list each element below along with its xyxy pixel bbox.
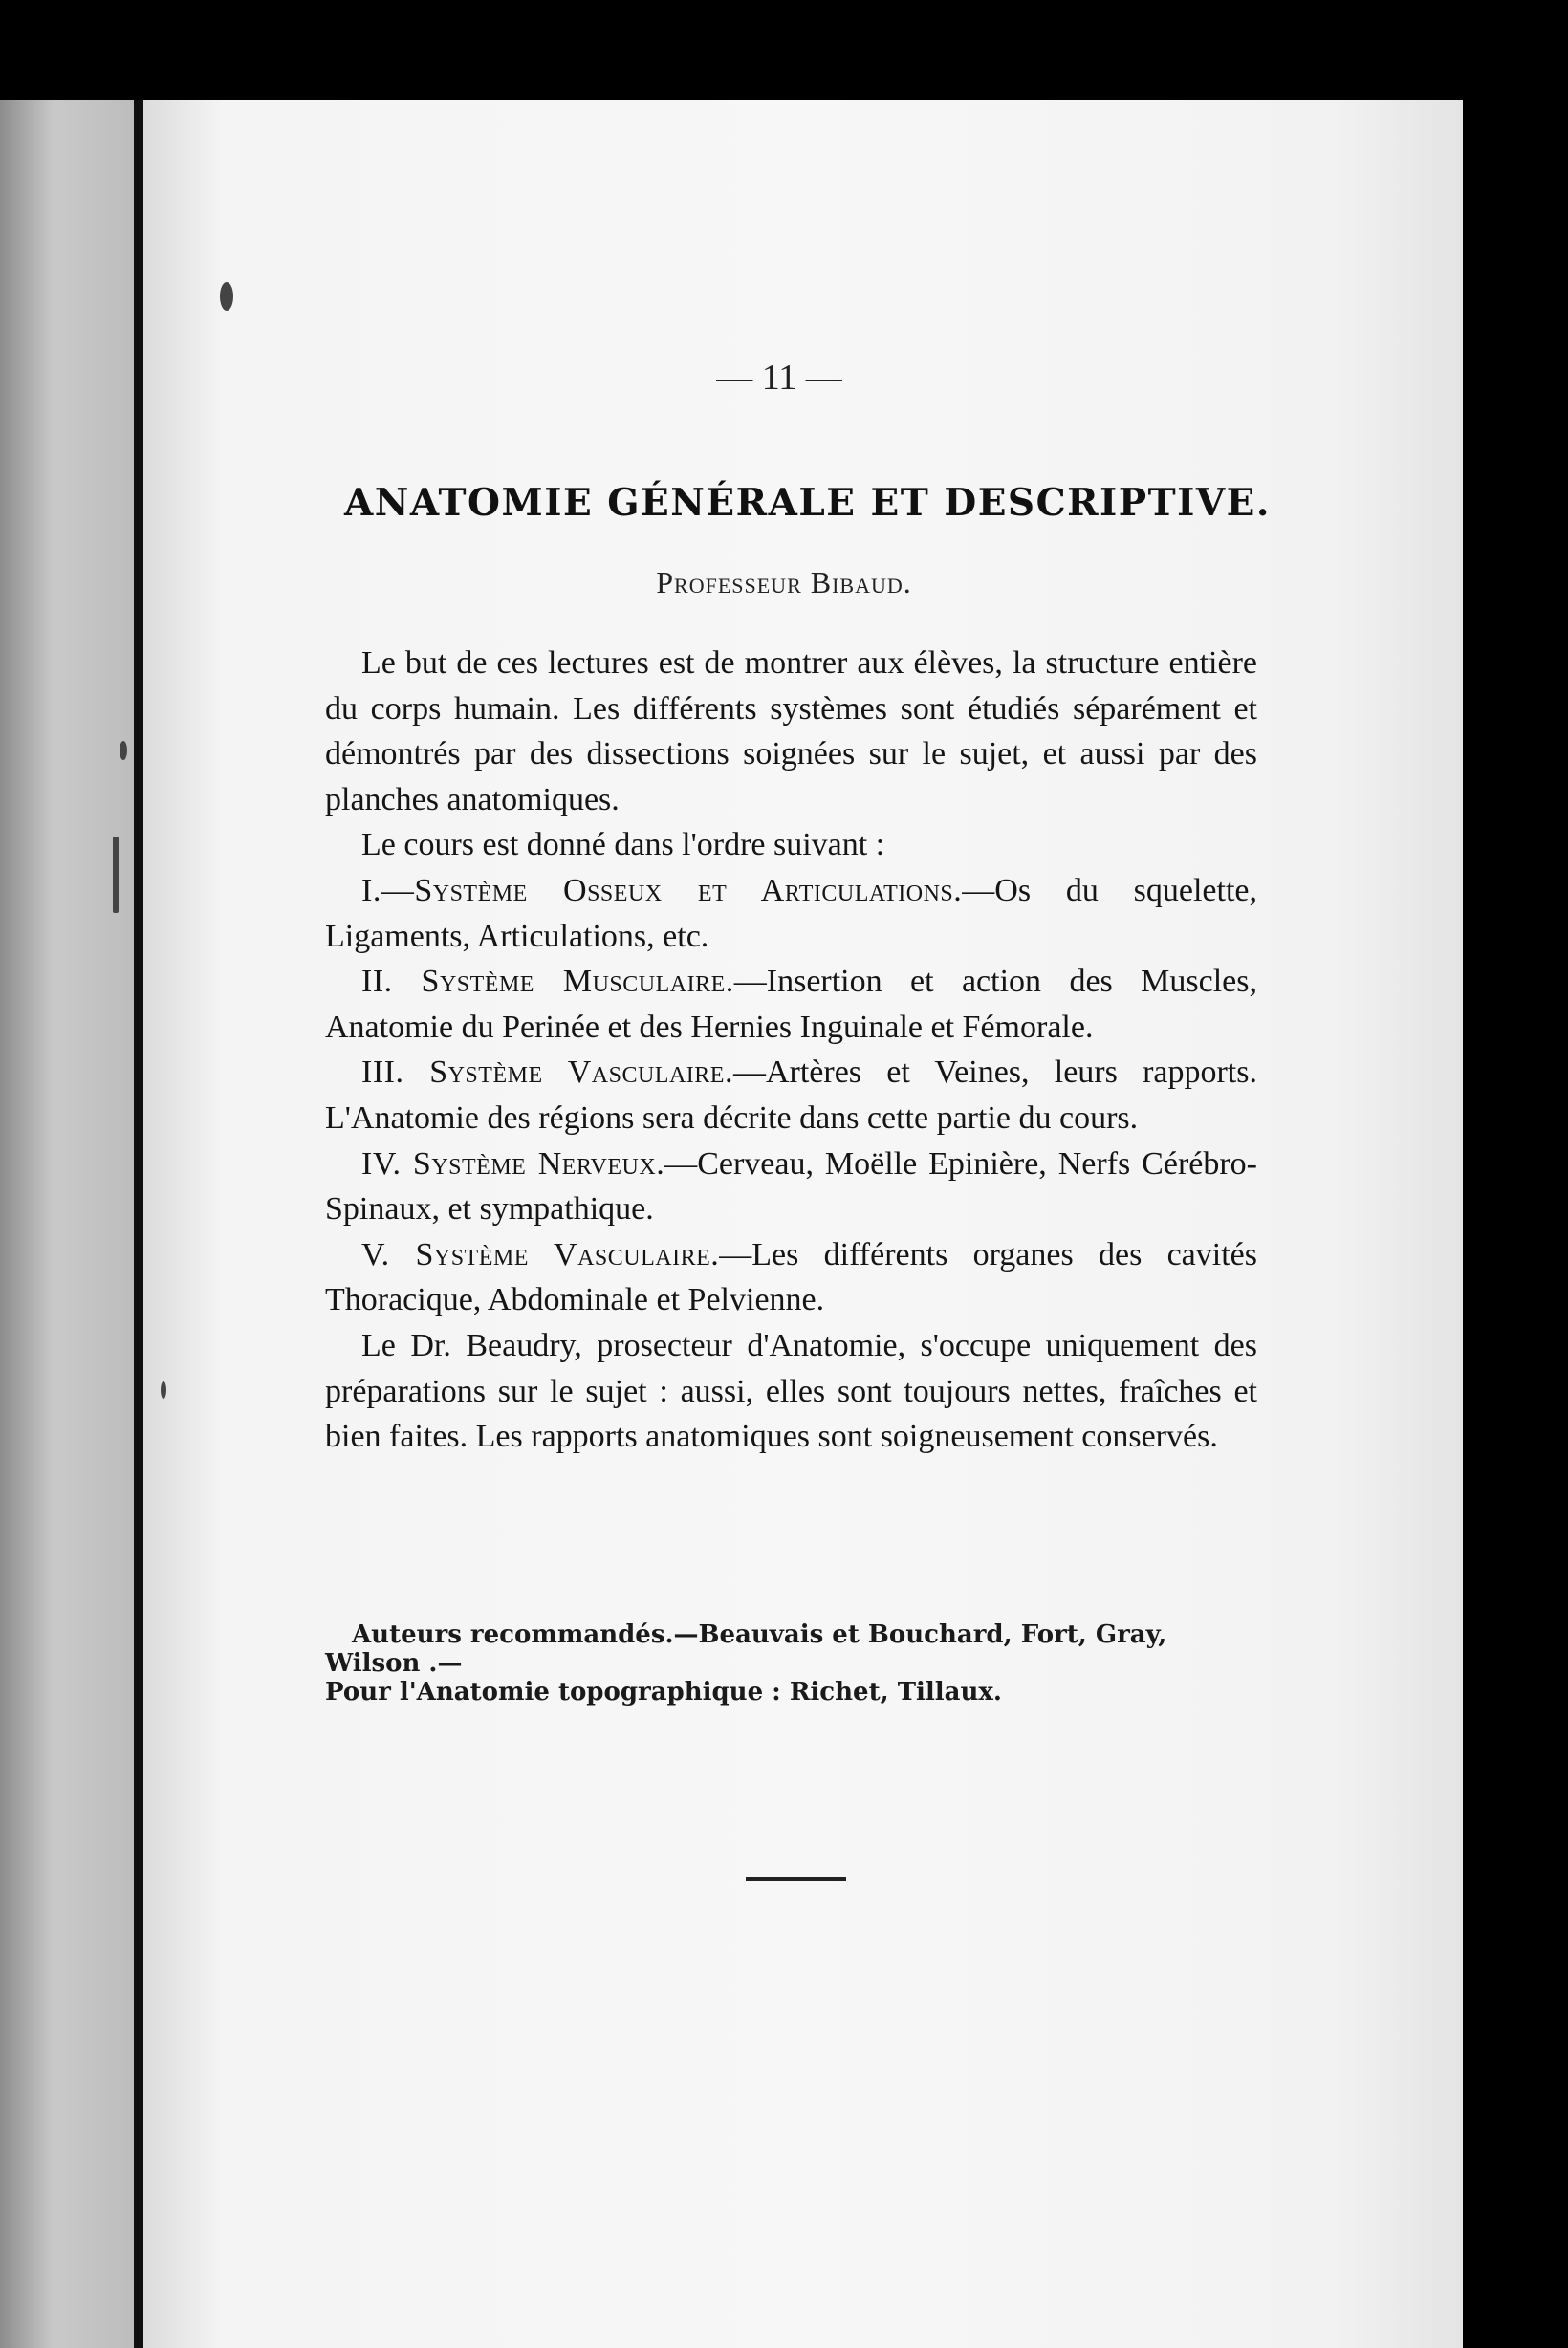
ink-speck [161,1381,166,1399]
ink-speck [113,837,119,913]
authors-line-2: Pour l'Anatomie topographique : Richet, Tillaux. [325,1678,1002,1707]
system-heading: V. Système Vasculaire. [361,1236,720,1272]
scan-border [1463,100,1568,2348]
ink-speck [120,741,127,760]
course-description [325,641,1257,1460]
system-item-3: III. Système Vasculaire.—Artères et Veines, leurs rapports. L'Anatomie des régions sera décrite dans cette partie du cours. [325,1054,1257,1136]
section-title: ANATOMIE GÉNÉRALE ET DESCRIPTIVE. [344,481,1271,525]
system-heading: I.—Système Osseux et Articulations. [361,872,963,908]
system-item-1: I.—Système Osseux et Articulations.—Os du squelette, Ligaments, Articulations, etc. [325,872,1257,954]
system-item-2: II. Système Musculaire.—Insertion et action des Muscles, Anatomie du Perinée et des Hernies Inguinale et Fémorale. [325,964,1257,1045]
facing-page-edge [0,100,134,2348]
system-heading: III. Système Vasculaire. [361,1054,733,1091]
system-heading: IV. Système Nerveux. [361,1145,665,1182]
system-item-4: IV. Système Nerveux.—Cerveau, Moëlle Epinière, Nerfs Cérébro-Spinaux, et sympathique. [325,1145,1258,1228]
page-number: — 11 — [716,358,842,398]
authors-line-1: Auteurs recommandés.—Beauvais et Bouchard, Fort, Gray, Wilson .— [325,1620,1167,1678]
recommended-authors [325,1620,1262,1707]
scanned-page [0,100,1568,2348]
intro-paragraph: Le but de ces lectures est de montrer aux élèves, la structure entière du corps humain. Les différents systèmes sont étudiés séparément et démontrés par des dissections soignées sur le sujet, et aussi par des planches anatomiques. [325,645,1257,817]
order-paragraph: Le cours est donné dans l'ordre suivant : [361,827,885,863]
closing-rule [746,1877,846,1881]
prosector-paragraph: Le Dr. Beaudry, prosecteur d'Anatomie, s'occupe uniquement des préparations sur le sujet : aussi, elles sont toujours nettes, fraîches et bien faites. Les rapports anatomiques sont soigneusement conservés. [325,1327,1257,1455]
system-heading: II. Système Musculaire. [361,964,734,1000]
system-item-5: V. Système Vasculaire.—Les différents organes des cavités Thoracique, Abdominale et Pelvienne. [325,1236,1257,1318]
ink-speck [220,282,233,311]
professor-name: Professeur Bibaud. [656,565,912,599]
